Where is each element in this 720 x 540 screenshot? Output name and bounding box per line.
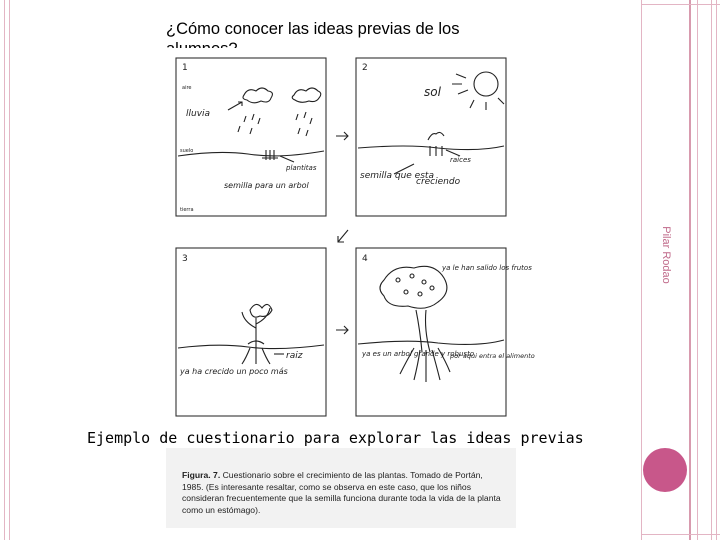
frame-line-top xyxy=(641,4,720,5)
author-side-label: Pilar Rodao xyxy=(660,226,672,284)
panel-label: tierra xyxy=(180,207,194,213)
panel-label: lluvia xyxy=(186,109,211,119)
panel-3 xyxy=(176,248,326,416)
panel-label: ya le han salido los frutos xyxy=(442,264,532,272)
arrow-right xyxy=(336,132,348,140)
figure-caption-box xyxy=(166,448,516,528)
panel-number: 2 xyxy=(362,63,368,73)
panel-label: plantitas xyxy=(286,164,317,172)
panel-4 xyxy=(356,248,535,416)
arrow-right xyxy=(336,326,348,334)
panel-number: 1 xyxy=(182,63,188,73)
panel-label: ya ha crecido un poco más xyxy=(180,367,288,376)
frame-line-right xyxy=(711,0,712,540)
panel-label: ya es un arbol grande y robusto xyxy=(362,350,475,358)
panel-label: semilla para un arbol xyxy=(224,181,309,190)
panel-label: raiz xyxy=(286,351,303,361)
frame-line-right xyxy=(689,0,691,540)
children-drawing-figure xyxy=(166,48,535,426)
panel-label: raices xyxy=(450,156,471,164)
panel-label: sol xyxy=(424,85,441,99)
frame-line-left-inner xyxy=(9,0,10,540)
frame-line-right xyxy=(697,0,698,540)
panel-label: aire xyxy=(182,85,192,91)
figure-caption-body: Cuestionario sobre el crecimiento de las plantas. Tomado de Portán, 1985. (Es interesante resaltar, como se observa en este caso, que los niños consideran frecuentemente que la semilla funciona durante toda la vida de la planta como un estómago). xyxy=(182,470,501,515)
frame-line-right xyxy=(716,0,717,540)
panel-label: suelo xyxy=(180,148,194,154)
figure-caption-label: Figura. 7. xyxy=(182,470,221,480)
panel-label: creciendo xyxy=(416,177,461,187)
example-caption: Ejemplo de cuestionario para explorar las ideas previas xyxy=(87,429,584,447)
frame-line-bottom xyxy=(641,534,720,535)
arrow-down-left xyxy=(338,230,348,242)
panel-2 xyxy=(356,58,506,216)
frame-line-left-outer xyxy=(4,0,5,540)
panel-label: por aqui entra el alimento xyxy=(450,352,535,360)
decorative-circle xyxy=(643,448,687,492)
panel-number: 4 xyxy=(362,254,368,264)
figure-caption-text xyxy=(182,470,502,516)
panel-1 xyxy=(176,58,326,216)
slide-title: ¿Cómo conocer las ideas previas de los xyxy=(166,20,460,38)
panel-number: 3 xyxy=(182,254,188,264)
panel-label: semilla que esta xyxy=(360,171,434,181)
frame-line-right xyxy=(641,0,642,540)
